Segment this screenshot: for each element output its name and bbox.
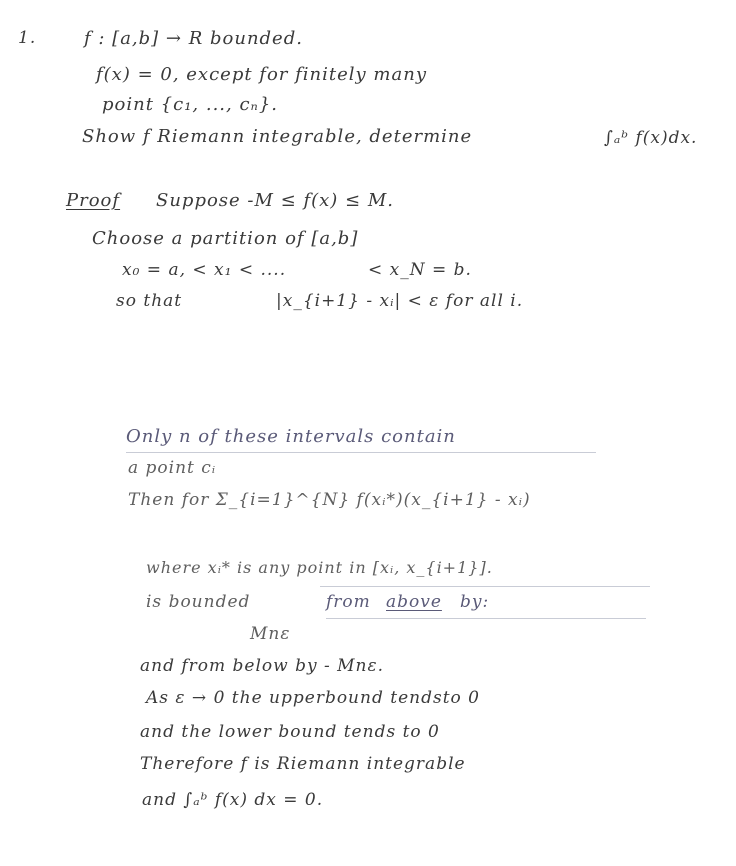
statement-line-1: f : [a,b] → R bounded.	[84, 28, 303, 49]
argument-line-10: Therefore f is Riemann integrable	[140, 754, 466, 774]
proof-label: Proof	[66, 190, 121, 211]
argument-line-1: Only n of these intervals contain	[126, 426, 456, 447]
argument-line-5d: by:	[460, 592, 490, 612]
argument-line-5c: above	[386, 592, 442, 612]
argument-line-2: a point cᵢ	[128, 458, 217, 478]
ruled-line	[126, 452, 596, 453]
argument-line-4: where xᵢ* is any point in [xᵢ, x_{i+1}].	[146, 558, 493, 577]
proof-line-2: Choose a partition of [a,b]	[92, 228, 359, 249]
statement-line-2: f(x) = 0, except for finitely many	[96, 64, 427, 85]
argument-line-11: and ∫ₐᵇ f(x) dx = 0.	[142, 790, 324, 810]
argument-line-7: and from below by - Mnε.	[140, 656, 385, 676]
proof-line-4a: so that	[116, 291, 183, 311]
argument-line-6: Mnε	[250, 624, 291, 644]
proof-line-3b: < x_N = b.	[368, 260, 472, 280]
argument-line-8: As ε → 0 the upperbound tendsto 0	[146, 688, 480, 708]
proof-line-4b: |x_{i+1} - xᵢ| < ε for all i.	[276, 291, 524, 311]
statement-integral: ∫ₐᵇ f(x)dx.	[604, 128, 698, 148]
argument-line-3: Then for Σ_{i=1}^{N} f(xᵢ*)(x_{i+1} - xᵢ)	[128, 490, 531, 510]
statement-line-4: Show f Riemann integrable, determine	[82, 126, 473, 147]
proof-line-3a: x₀ = a, < x₁ < ....	[122, 260, 287, 280]
ruled-line	[326, 618, 646, 619]
proof-line-1: Suppose -M ≤ f(x) ≤ M.	[156, 190, 394, 211]
statement-line-3: point {c₁, ..., cₙ}.	[102, 94, 279, 115]
argument-line-5b: from	[326, 592, 371, 612]
problem-number: 1.	[18, 28, 37, 48]
argument-line-9: and the lower bound tends to 0	[140, 722, 440, 742]
argument-line-5a: is bounded	[146, 592, 251, 612]
ruled-line	[320, 586, 650, 587]
